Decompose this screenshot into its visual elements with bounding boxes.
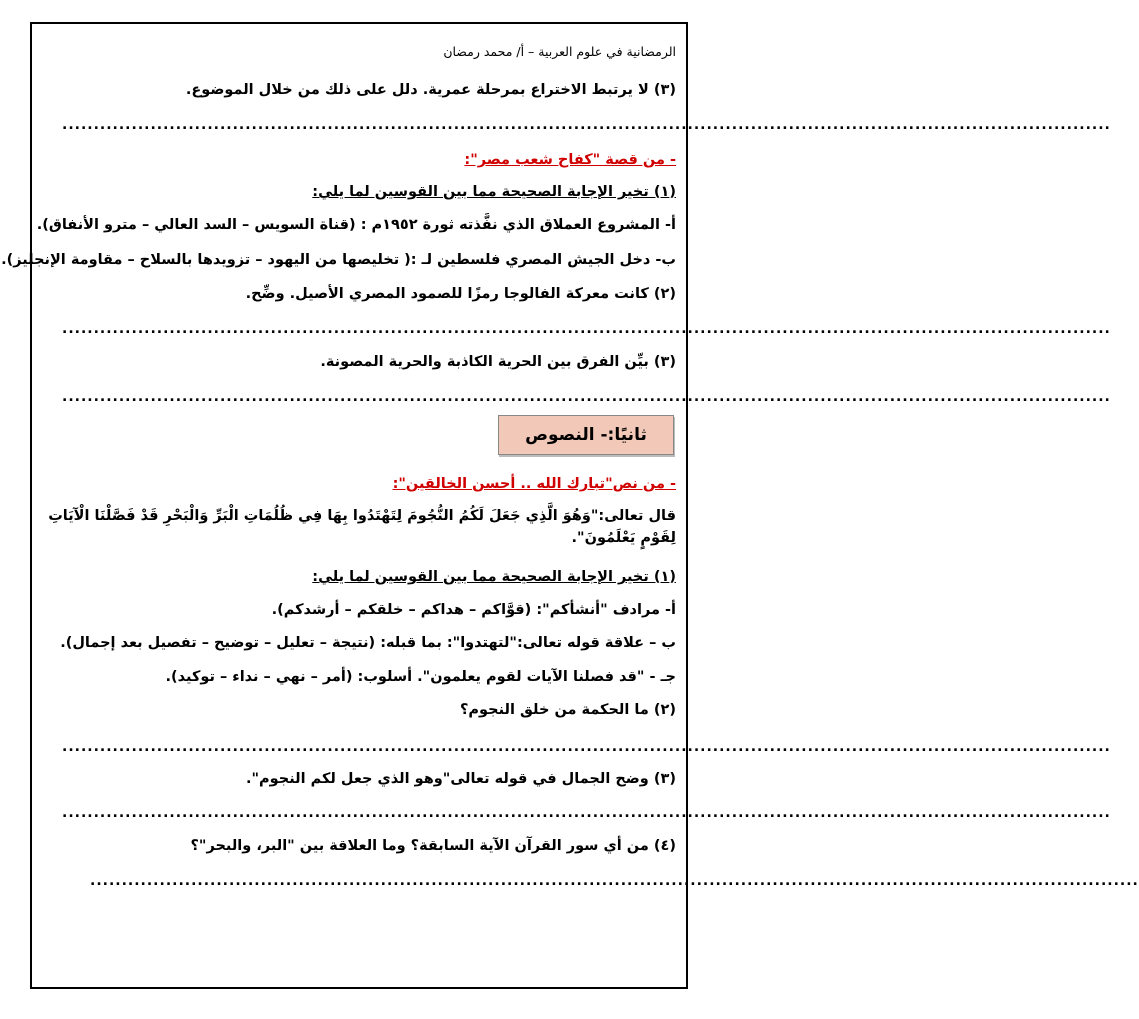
section-title-texts: ثانيًا:- النصوص — [498, 415, 674, 455]
answer-line: ...................................................................................................................................................................... — [62, 739, 1111, 755]
question-3-freedom: (٣) بيِّن الفرق بين الحرية الكاذبة والحرية المصونة. — [320, 354, 676, 370]
section-heading-story: - من قصة "كفاح شعب مصر": — [464, 152, 676, 168]
question-1-choose-texts: (١) تخير الإجابة الصحيحة مما بين القوسين لما يلي: — [312, 569, 676, 585]
answer-line: ...................................................................................................................................................................... — [62, 321, 1111, 337]
answer-line: ...................................................................................................................................................................... — [62, 117, 1111, 133]
page-header: الرمضانية في علوم العربية – أ/ محمد رمضان — [443, 44, 676, 59]
question-1-choose: (١) تخير الإجابة الصحيحة مما بين القوسين لما يلي: — [312, 184, 676, 200]
section-heading-text: - من نص"تبارك الله .. أحسن الخالقين": — [392, 476, 676, 492]
answer-line: ...................................................................................................................................................................... — [90, 873, 1139, 889]
question-2-stars: (٢) ما الحكمة من خلق النجوم؟ — [460, 702, 676, 718]
question-1b-relation: ب – علاقة قوله تعالى:"لتهتدوا": بما قبله: (نتيجة – تعليل – توضيح – تفصيل بعد إجمال). — [60, 635, 676, 651]
question-1a: أ- المشروع العملاق الذي نفَّذته ثورة ١٩٥٢م : (قناة السويس – السد العالي – مترو الأنفاق). — [36, 217, 676, 233]
question-4-surah: (٤) من أي سور القرآن الآية السابقة؟ وما العلاقة بين "البر، والبحر"؟ — [190, 838, 676, 854]
question-2-faluja: (٢) كانت معركة الفالوجا رمزًا للصمود المصري الأصيل. وضِّح. — [245, 286, 676, 302]
question-1a-synonym: أ- مرادف "أنشأكم": (قوَّاكم – هداكم – خلقكم – أرشدكم). — [271, 602, 676, 618]
question-3-beauty: (٣) وضح الجمال في قوله تعالى"وهو الذي جعل لكم النجوم". — [245, 771, 676, 787]
question-1b: ب- دخل الجيش المصري فلسطين لـ :( تخليصها من اليهود – تزويدها بالسلاح – مقاومة الإنجليز). — [1, 252, 676, 268]
question-1c-style: جـ - "قد فصلنا الآيات لقوم يعلمون". أسلوب: (أمر – نهي – نداء – توكيد). — [165, 669, 676, 685]
answer-line: ...................................................................................................................................................................... — [62, 389, 1111, 405]
answer-line: ...................................................................................................................................................................... — [62, 805, 1111, 821]
question-3-invention: (٣) لا يرتبط الاختراع بمرحلة عمرية. دلل على ذلك من خلال الموضوع. — [185, 82, 676, 98]
quran-quote: قال تعالى:"وَهُوَ الَّذِي جَعَلَ لَكُمُ النُّجُومَ لِتَهْتَدُوا بِهَا فِي ظُلُمَاتِ الْبَرِّ وَالْبَحْرِ قَدْ فَصَّلْنَا الْآيَاتِ لِقَوْمٍ يَعْلَمُونَ". — [48, 508, 676, 546]
